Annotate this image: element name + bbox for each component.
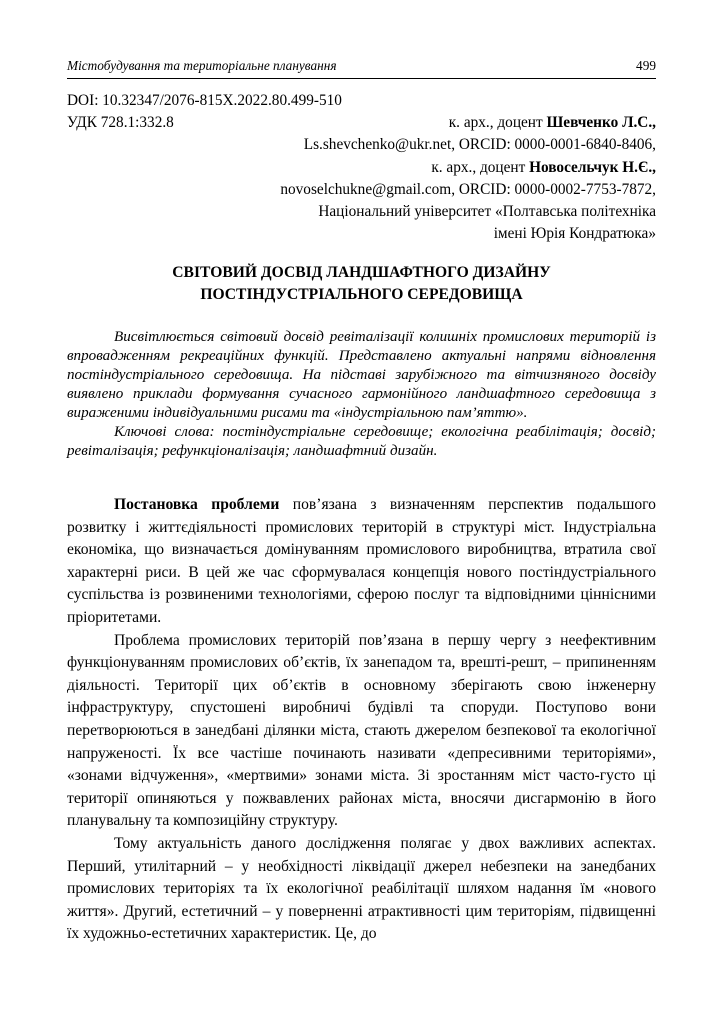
paragraph-1 <box>67 494 656 630</box>
author1-name: Шевченко Л.С., <box>546 114 656 132</box>
paragraph-1-text: пов’язана з визначенням перспектив подальшого розвитку і життєдіяльності промислових територій в структурі міст. Індустріальна економіка, що визначається домінуванням промислового виробництва, втратила свої характерні риси. В цей же час сформувалася концепція нового постіндустріального суспільства із розвиненими технологіями, сферою послуг та відповідними ціннісними пріоритетами. <box>67 496 656 626</box>
abstract <box>67 328 656 461</box>
affiliation-line-1 <box>67 201 656 223</box>
article-title <box>67 262 656 306</box>
affiliation-line-2 <box>67 223 656 245</box>
keywords: Ключові слова: постіндустріальне середовище; екологічна реабілітація; досвід; ревіталізація; рефункціоналізація; ландшафтний дизайн. <box>67 424 656 459</box>
doi: DOI: 10.32347/2076-815X.2022.80.499-510 <box>67 92 342 109</box>
abstract-text: Висвітлюється світовий досвід ревіталізації колишніх промислових територій із впровадженням рекреаційних функцій. Представлено актуальні напрями відновлення постіндустріального середовища. На підставі зарубіжного та вітчизняного досвіду виявлено приклади формування сучасного гармонійного ландшафтного середовища з вираженими індивідуальними рисами та «індустріальною пам’яттю». <box>67 329 656 421</box>
affiliation-1: Національний університет «Полтавська політехніка <box>318 202 656 220</box>
author2-name: Новосельчук Н.Є., <box>529 158 656 176</box>
author1-contact-line <box>67 134 656 156</box>
paragraph-2: Проблема промислових територій пов’язана в першу чергу з неефективним функціонуванням промислових об’єктів, їх занепадом та, врешті-решт, – припиненням діяльності. Території цих об’єктів в основному зберігають свою інженерну інфраструктуру, спустошені виробничі будівлі та споруди. Поступово вони перетворюються в занедбані ділянки міста, стають джерелом безпекової та екологічної напруженості. Їх все частіше починають називати «депресивними територіями», «зонами відчуження», «мертвими» зонами міста. Зі зростанням міст часто-густо ці території опиняються у пожвавлених районах міста, вносячи дисгармонію в його планувальну та композиційну структуру. <box>67 631 656 830</box>
udk: УДК 728.1:332.8 <box>67 114 174 132</box>
running-header <box>67 56 656 76</box>
problem-statement-heading: Постановка проблеми <box>114 496 280 513</box>
journal-title: Містобудування та територіальне планування <box>67 58 337 73</box>
affiliation-2: імені Юрія Кондратюка» <box>493 225 656 243</box>
article-body <box>67 494 656 946</box>
title-line-2: ПОСТІНДУСТРІАЛЬНОГО СЕРЕДОВИЩА <box>200 286 523 303</box>
author2-line <box>67 157 656 179</box>
author2-contact-line <box>67 179 656 201</box>
author1-contact: Ls.shevchenko@ukr.net, ORCID: 0000-0001-6840-8406, <box>303 136 656 154</box>
title-line-1: СВІТОВИЙ ДОСВІД ЛАНДШАФТНОГО ДИЗАЙНУ <box>172 264 551 281</box>
doi-line <box>67 90 656 112</box>
author1-line <box>67 112 656 134</box>
author2-contact: novoselchukne@gmail.com, ORCID: 0000-0002-7753-7872, <box>280 180 656 198</box>
page-number: 499 <box>636 58 656 73</box>
author1-prefix: к. арх., доцент <box>448 114 547 132</box>
article-meta <box>67 90 656 245</box>
author2-prefix: к. арх., доцент <box>431 158 530 176</box>
paragraph-3: Тому актуальність даного дослідження полягає у двох важливих аспектах. Перший, утилітарний – у необхідності ліквідації джерел небезпеки на занедбаних промислових територіях та їх екологічної реабілітації шляхом надання їм «нового життя». Другий, естетичний – у поверненні атрактивності цим територіям, підвищенні їх художньо-естетичних характеристик. Це, до <box>67 834 656 943</box>
page <box>67 0 656 1024</box>
header-rule <box>67 78 656 79</box>
